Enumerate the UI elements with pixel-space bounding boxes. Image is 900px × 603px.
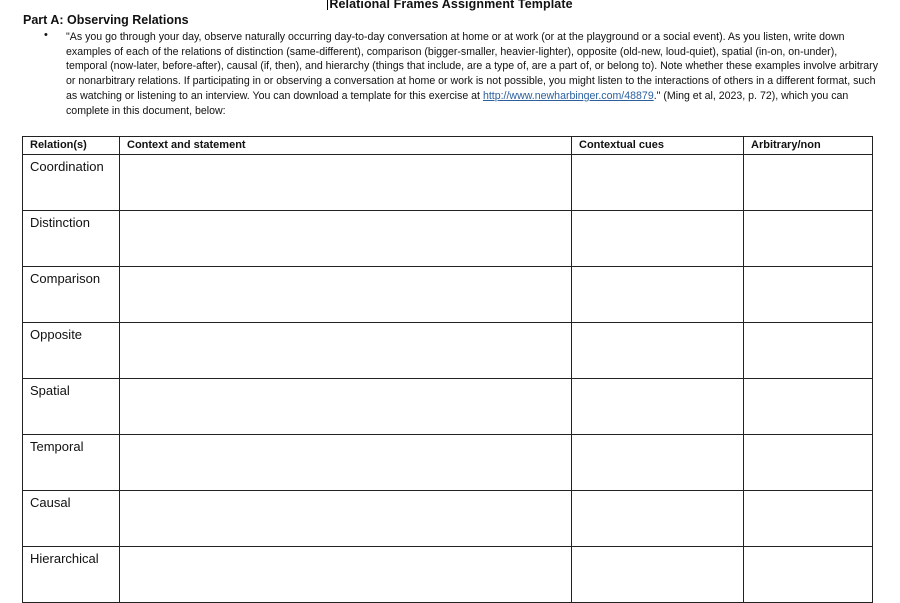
table-row: [23, 155, 873, 211]
table-row: [23, 211, 873, 267]
table-row: [23, 323, 873, 379]
arbitrary-cell[interactable]: [744, 379, 873, 435]
relation-label: Hierarchical: [23, 547, 120, 603]
instructions-paragraph: [66, 30, 880, 118]
header-relations: Relation(s): [23, 137, 120, 155]
arbitrary-cell[interactable]: [744, 211, 873, 267]
relation-label: Temporal: [23, 435, 120, 491]
table-row: [23, 435, 873, 491]
relation-label: Spatial: [23, 379, 120, 435]
context-statement-cell[interactable]: [120, 491, 572, 547]
context-statement-cell[interactable]: [120, 435, 572, 491]
context-statement-cell[interactable]: [120, 323, 572, 379]
contextual-cues-cell[interactable]: [572, 211, 744, 267]
arbitrary-cell[interactable]: [744, 435, 873, 491]
context-statement-cell[interactable]: [120, 547, 572, 603]
contextual-cues-cell[interactable]: [572, 491, 744, 547]
contextual-cues-cell[interactable]: [572, 379, 744, 435]
table-row: [23, 491, 873, 547]
context-statement-cell[interactable]: [120, 155, 572, 211]
download-template-link[interactable]: http://www.newharbinger.com/48879: [482, 89, 654, 102]
header-contextual-cues: Contextual cues: [572, 137, 744, 155]
header-arbitrary: Arbitrary/non: [744, 137, 873, 155]
contextual-cues-cell[interactable]: [572, 547, 744, 603]
contextual-cues-cell[interactable]: [572, 435, 744, 491]
section-heading: Part A: Observing Relations: [23, 13, 189, 27]
relation-label: Opposite: [23, 323, 120, 379]
contextual-cues-cell[interactable]: [572, 323, 744, 379]
arbitrary-cell[interactable]: [744, 547, 873, 603]
instructions-text-before-link: "As you go through your day, observe naturally occurring day-to-day conversation at home or at work (or at the playground or a social event). As you listen, write down examples of each of the relations of distinction (same-different), comparison (bigger-smaller, heavier-lighter), opposite (old-new, loud-quiet), spatial (in-on, on-under), temporal (now-later, before-after), causal (if, then), and hierarchy (things that include, are a type of, are a part of, or belong to). Note whether these examples involve arbitrary or nonarbitrary relations. If participating in or observing a conversation at home or work is not possible, you might listen to the interactions of others in a different format, such as watching or listening to an interview. You can download a template for this exercise at: [66, 31, 879, 102]
relation-label: Causal: [23, 491, 120, 547]
header-context-statement: Context and statement: [120, 137, 572, 155]
table-header-row: [23, 137, 873, 155]
arbitrary-cell[interactable]: [744, 267, 873, 323]
context-statement-cell[interactable]: [120, 379, 572, 435]
document-title: [0, 0, 900, 11]
arbitrary-cell[interactable]: [744, 491, 873, 547]
contextual-cues-cell[interactable]: [572, 155, 744, 211]
table-row: [23, 379, 873, 435]
relation-label: Comparison: [23, 267, 120, 323]
bullet-icon: •: [44, 29, 48, 41]
document-title-text: Relational Frames Assignment Template: [329, 0, 573, 11]
contextual-cues-cell[interactable]: [572, 267, 744, 323]
context-statement-cell[interactable]: [120, 267, 572, 323]
arbitrary-cell[interactable]: [744, 323, 873, 379]
table-row: [23, 547, 873, 603]
relation-label: Distinction: [23, 211, 120, 267]
relations-table: [22, 136, 873, 603]
relation-label: Coordination: [23, 155, 120, 211]
arbitrary-cell[interactable]: [744, 155, 873, 211]
instructions-text-after-link: ." (Ming et al, 2023, p. 72), which you can complete in this document, below:: [66, 89, 849, 117]
table-row: [23, 267, 873, 323]
context-statement-cell[interactable]: [120, 211, 572, 267]
